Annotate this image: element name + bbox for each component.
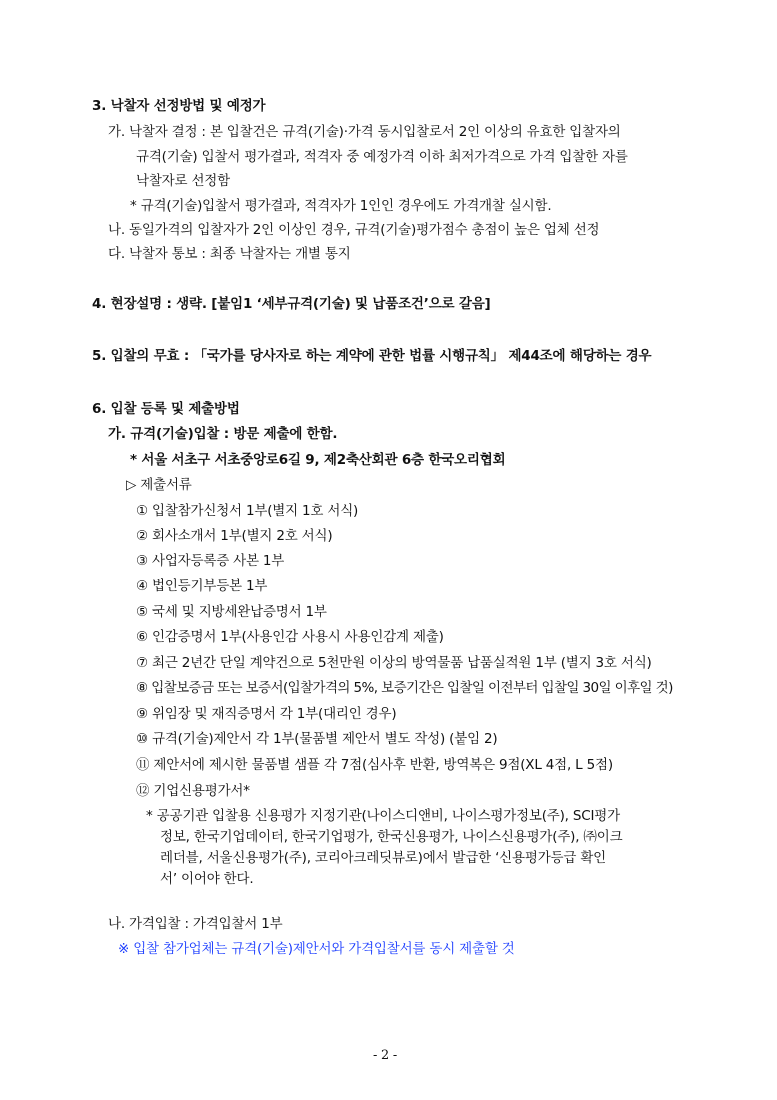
credit-note-line-3: 레더블, 서울신용평가(주), 코리아크레딧뷰로)에서 발급한 ‘신용평가등급 확인 [160,850,607,866]
doc-item-8: ⑧ 입찰보증금 또는 보증서(입찰가격의 5%, 보증기간은 입찰일 이전부터 입찰일 30일 이후일 것) [136,680,673,696]
section-3-ga-line-2: 규격(기술) 입찰서 평가결과, 적격자 중 예정가격 이하 최저가격으로 가격 입찰한 자를 [136,149,628,165]
section-4-text: 4. 현장설명 : 생략. [붙임1 ‘세부규격(기술) 및 납품조건’으로 갈음] [92,296,491,312]
doc-item-6: ⑥ 인감증명서 1부(사용인감 사용시 사용인감계 제출) [136,629,444,645]
doc-item-2: ② 회사소개서 1부(별지 2호 서식) [136,528,333,544]
page-number: - 2 - [372,1048,398,1063]
doc-item-3: ③ 사업자등록증 사본 1부 [136,553,285,569]
section-6-address: * 서울 서초구 서초중앙로6길 9, 제2축산회관 6층 한국오리협회 [130,452,506,468]
credit-note-line-1: * 공공기관 입찰용 신용평가 지정기관(나이스디앤비, 나이스평가정보(주), SCI평가 [146,808,620,824]
section-5-text: 5. 입찰의 무효 : 「국가를 당사자로 하는 계약에 관한 법률 시행규칙」 제44조에 해당하는 경우 [92,348,652,364]
doc-item-7: ⑦ 최근 2년간 단일 계약건으로 5천만원 이상의 방역물품 납품실적원 1부 (별지 3호 서식) [136,655,652,671]
section-6-heading: 6. 입찰 등록 및 제출방법 [92,401,240,417]
doc-item-5: ⑤ 국세 및 지방세완납증명서 1부 [136,604,327,620]
doc-item-9: ⑨ 위임장 및 재직증명서 각 1부(대리인 경우) [136,706,397,722]
section-3-ga-line-1: 가. 낙찰자 결정 : 본 입찰건은 규격(기술)·가격 동시입찰로서 2인 이상의 유효한 입찰자의 [108,124,621,140]
section-3-na: 나. 동일가격의 입찰자가 2인 이상인 경우, 규격(기술)평가점수 총점이 높은 업체 선정 [108,222,600,238]
submission-notice: ※ 입찰 참가업체는 규격(기술)제안서와 가격입찰서를 동시 제출할 것 [118,941,515,957]
section-3-ga-line-3: 낙찰자로 선정함 [136,173,230,189]
doc-item-11: ⑪ 제안서에 제시한 물품별 샘플 각 7점(심사후 반환, 방역복은 9점(XL 4점, L 5점) [136,757,613,773]
section-3-note: * 규격(기술)입찰서 평가결과, 적격자가 1인인 경우에도 가격개찰 실시함. [130,198,552,214]
section-6-ga: 가. 규격(기술)입찰 : 방문 제출에 한함. [108,426,338,442]
credit-note-line-2: 정보, 한국기업데이터, 한국기업평가, 한국신용평가, 나이스신용평가(주), ㈜이크 [160,829,623,845]
doc-item-10: ⑩ 규격(기술)제안서 각 1부(물품별 제안서 별도 작성) (붙임 2) [136,731,498,747]
credit-note-line-4: 서’ 이어야 한다. [160,871,254,887]
section-6-na: 나. 가격입찰 : 가격입찰서 1부 [108,916,283,932]
doc-item-4: ④ 법인등기부등본 1부 [136,578,268,594]
section-3-heading: 3. 낙찰자 선정방법 및 예정가 [92,98,266,114]
submission-docs-title: ▷ 제출서류 [126,477,192,493]
doc-item-12: ⑫ 기업신용평가서* [136,783,250,799]
section-3-da: 다. 낙찰자 통보 : 최종 낙찰자는 개별 통지 [108,246,351,262]
doc-item-1: ① 입찰참가신청서 1부(별지 1호 서식) [136,503,359,519]
